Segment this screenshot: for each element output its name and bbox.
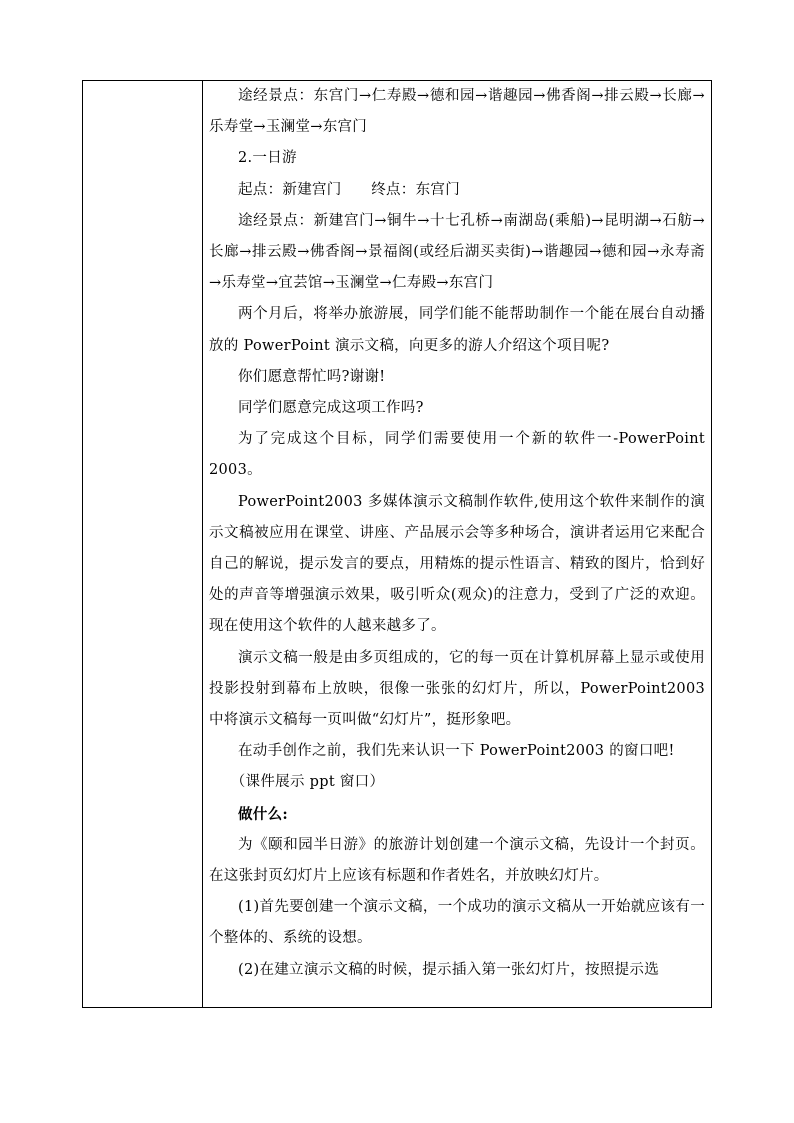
- paragraph-willing-question: 同学们愿意完成这项工作吗?: [238, 400, 424, 417]
- paragraph-window-intro: 在动手创作之前，我们先来认识一下 PowerPoint2003 的窗口吧!: [238, 743, 675, 760]
- paragraph-one-day-heading: 2.一日游: [238, 150, 297, 167]
- paragraph-task: 为《颐和园半日游》的旅游计划创建一个演示文稿，先设计一个封页。在这张封页幻灯片上应该有标题和作者姓名，并放映幻灯片。: [209, 836, 705, 885]
- paragraph-step-1: (1)首先要创建一个演示文稿，一个成功的演示文稿从一开始就应该有一个整体的、系统的设想。: [209, 899, 705, 947]
- content-cell: [204, 81, 711, 1007]
- paragraph-courseware-note: （课件展示 ppt 窗口）: [230, 774, 385, 791]
- paragraph-what-to-do: 做什么:: [238, 805, 289, 823]
- paragraph-route-one-day: 途经景点：新建宫门→铜牛→十七孔桥→南湖岛(乘船)→昆明湖→石舫→长廊→排云殿→佛香阁→景福阁(或经后湖买卖街)→谐趣园→德和园→永寿斋→乐寿堂→宜芸馆→玉澜堂→仁寿殿→东宫门: [209, 212, 705, 292]
- paragraph-help-question: 你们愿意帮忙吗?谢谢!: [238, 368, 386, 385]
- paragraph-step-2: (2)在建立演示文稿的时候，提示插入第一张幻灯片，按照提示选: [238, 961, 660, 978]
- paragraph-slides-explained: 演示文稿一般是由多页组成的，它的每一页在计算机屏幕上显示或使用投影投射到幕布上放映，很像一张张的幻灯片，所以，PowerPoint2003 中将演示文稿每一页叫做“幻灯片”，挺形象吧。: [209, 649, 705, 729]
- paragraph-exhibition: 两个月后，将举办旅游展，同学们能不能帮助制作一个能在展台自动播放的 PowerPoint 演示文稿，向更多的游人介绍这个项目呢?: [209, 306, 705, 354]
- left-column-cell: [83, 81, 203, 1007]
- paragraph-start-end: 起点：新建宫门 终点：东宫门: [238, 181, 460, 198]
- lesson-table: [82, 80, 712, 1008]
- paragraph-goal: 为了完成这个目标，同学们需要使用一个新的软件一-PowerPoint 2003。: [209, 431, 705, 479]
- paragraph-ppt-intro: PowerPoint2003 多媒体演示文稿制作软件,使用这个软件来制作的演示文稿被应用在课堂、讲座、产品展示会等多种场合，演讲者运用它来配合自己的解说，提示发言的要点，用精炼的提示性语言、精致的图片，恰到好处的声音等增强演示效果，吸引听众(观众)的注意力，受到了广泛的欢迎。现在使用这个软件的人越来越多了。: [209, 493, 705, 635]
- paragraph-route-half-day: 途经景点：东宫门→仁寿殿→德和园→谐趣园→佛香阁→排云殿→长廊→乐寿堂→玉澜堂→东宫门: [209, 88, 705, 136]
